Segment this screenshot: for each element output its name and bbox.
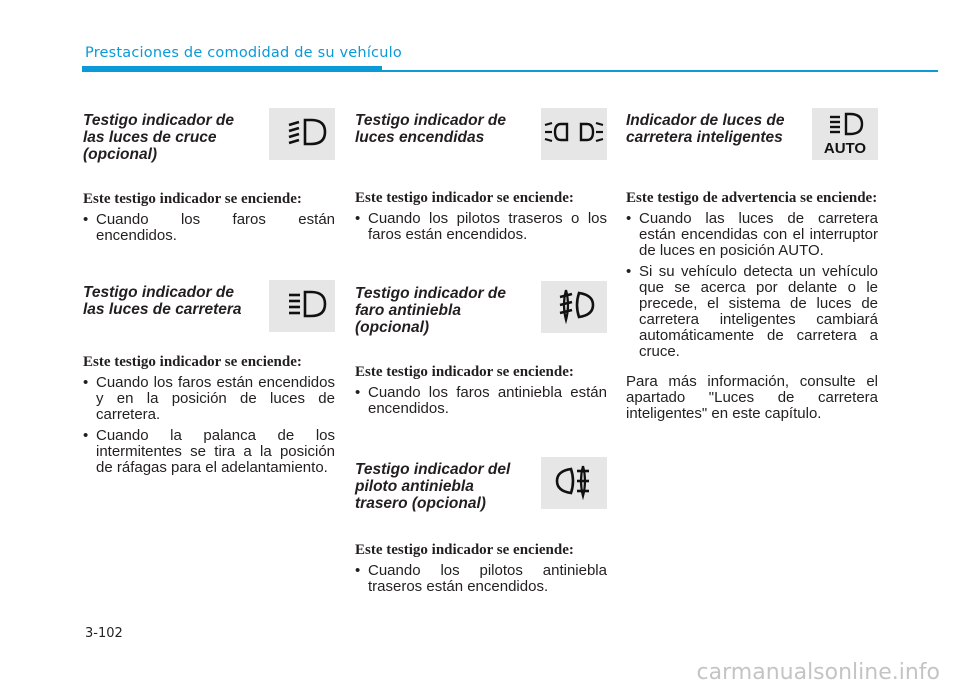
- header-rule: [382, 70, 938, 72]
- bullet-item: • Cuando los faros antiniebla están encendidos.: [355, 385, 607, 417]
- low-beam-icon: [269, 108, 335, 160]
- section-title: Testigo indicador de luces encendidas: [355, 112, 506, 146]
- column-1: [83, 112, 335, 481]
- section-lead: Este testigo indicador se enciende:: [83, 354, 302, 370]
- bullet-item: • Cuando los pilotos antiniebla traseros están encendidos.: [355, 563, 607, 595]
- front-fog-light-icon: [541, 281, 607, 333]
- page-number: 3-102: [85, 626, 123, 641]
- bullet-item: • Cuando los faros están encendidos y en la posición de luces de carretera.: [83, 375, 335, 423]
- section-title: Testigo indicador de faro antiniebla (opcional): [355, 285, 506, 336]
- section-lead: Este testigo indicador se enciende:: [355, 542, 574, 558]
- note-paragraph: Para más información, consulte el apartado "Luces de carretera inteligentes" en este capítulo.: [626, 373, 878, 422]
- section-title: Indicador de luces de carretera inteligentes: [626, 112, 785, 146]
- section-smart-high-beam: [626, 112, 878, 422]
- smart-high-beam-auto-icon: [812, 108, 878, 160]
- bullet-item: • Si su vehículo detecta un vehículo que se acerca por delante o le precede, el sistema de luces de carretera inteligentes cambiará automáticamente de carretera a cruce.: [626, 264, 878, 360]
- header-accent-bar: [82, 66, 382, 72]
- high-beam-icon: [269, 280, 335, 332]
- section-front-fog: [355, 285, 607, 461]
- rear-fog-light-icon: [541, 457, 607, 509]
- parking-lights-icon: [541, 108, 607, 160]
- column-2: [355, 112, 607, 600]
- section-lead: Este testigo indicador se enciende:: [355, 190, 574, 206]
- section-title: Testigo indicador del piloto antiniebla trasero (opcional): [355, 461, 511, 512]
- section-lead: Este testigo de advertencia se enciende:: [626, 190, 878, 206]
- section-high-beam: [83, 284, 335, 476]
- section-low-beam: [83, 112, 335, 284]
- auto-label: AUTO: [823, 140, 867, 157]
- section-lead: Este testigo indicador se enciende:: [83, 191, 302, 207]
- bullet-item: • Cuando la palanca de los intermitentes se tira a la posición de ráfagas para el adelantamiento.: [83, 428, 335, 476]
- section-lead: Este testigo indicador se enciende:: [355, 364, 574, 380]
- section-position-lights: [355, 112, 607, 285]
- bullet-item: • Cuando los pilotos traseros o los faros están encendidos.: [355, 211, 607, 243]
- watermark: carmanualsonline.info: [696, 660, 940, 685]
- section-title: Testigo indicador de las luces de cruce (opcional): [83, 112, 234, 163]
- bullet-item: • Cuando las luces de carretera están encendidas con el interruptor de luces en posición AUTO.: [626, 211, 878, 259]
- bullet-item: • Cuando los faros están encendidos.: [83, 212, 335, 244]
- section-header-title: Prestaciones de comodidad de su vehículo: [85, 45, 402, 61]
- section-rear-fog: [355, 461, 607, 595]
- section-title: Testigo indicador de las luces de carretera: [83, 284, 242, 318]
- column-3: [626, 112, 878, 422]
